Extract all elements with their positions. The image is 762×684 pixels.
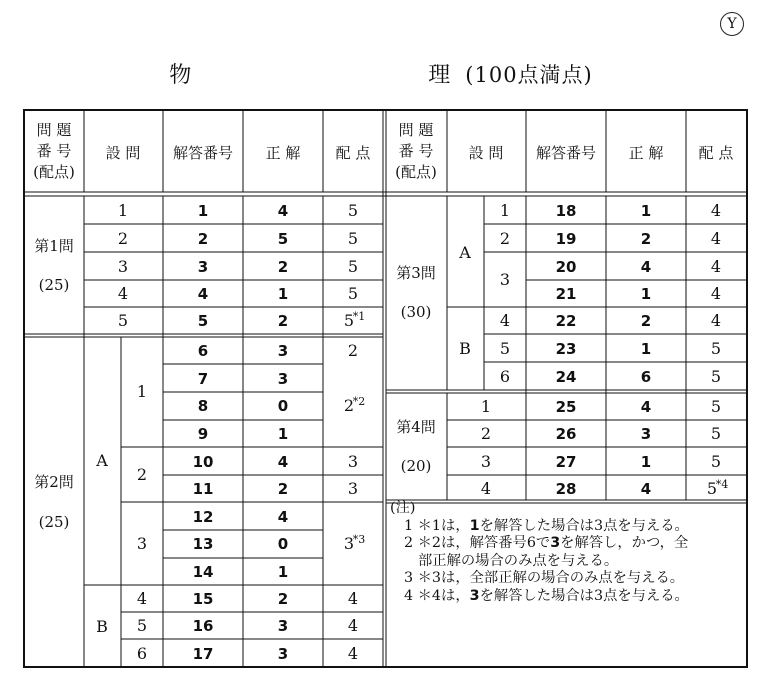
points-cell: 5 bbox=[710, 397, 722, 416]
title-points: (100点満点) bbox=[465, 63, 593, 87]
correct-answer-cell: 6 bbox=[640, 368, 652, 386]
header-mondai-3: (配点) bbox=[395, 163, 437, 181]
header-kaitou-bangou: 解答番号 bbox=[172, 144, 234, 162]
correct-answer-cell: 4 bbox=[640, 258, 652, 276]
correct-answer-cell: 2 bbox=[277, 480, 289, 498]
header-haiten: 配 点 bbox=[698, 144, 734, 162]
header-kaitou-bangou: 解答番号 bbox=[535, 144, 597, 162]
correct-answer-cell: 1 bbox=[640, 202, 652, 220]
points-cell: 5 bbox=[710, 339, 722, 358]
points-cell: 4 bbox=[347, 589, 359, 608]
subpart-label: 3 bbox=[136, 534, 148, 553]
header-seikai: 正 解 bbox=[265, 144, 301, 162]
points-cell: 4 bbox=[710, 284, 722, 303]
answer-number-cell: 9 bbox=[197, 425, 209, 443]
points-cell: 5 bbox=[710, 452, 722, 471]
question-points: (25) bbox=[38, 513, 70, 531]
subpart-label: 2 bbox=[136, 465, 148, 484]
subpart-label: 1 bbox=[480, 397, 492, 416]
title-subject-1: 物 bbox=[169, 63, 193, 88]
points-cell: 3 bbox=[343, 534, 355, 553]
points-cell: 4 bbox=[347, 644, 359, 663]
points-cell: 3 bbox=[347, 479, 359, 498]
form-badge: Y bbox=[720, 12, 744, 36]
subpart-label: 3 bbox=[499, 270, 511, 289]
points-cell: 5 bbox=[710, 424, 722, 443]
answer-number-cell: 6 bbox=[197, 342, 209, 360]
correct-answer-cell: 2 bbox=[277, 312, 289, 330]
answer-number-cell: 15 bbox=[192, 590, 214, 608]
header-mondai-2: 番 号 bbox=[398, 142, 434, 160]
correct-answer-cell: 2 bbox=[640, 230, 652, 248]
correct-answer-cell: 1 bbox=[640, 453, 652, 471]
subpart-label: 2 bbox=[480, 424, 492, 443]
part-label: B bbox=[459, 339, 471, 358]
notes-heading: (注) bbox=[390, 500, 416, 516]
answer-number-cell: 26 bbox=[555, 425, 577, 443]
header-seikai: 正 解 bbox=[628, 144, 664, 162]
correct-answer-cell: 5 bbox=[277, 230, 289, 248]
correct-answer-cell: 4 bbox=[640, 398, 652, 416]
answer-number-cell: 13 bbox=[192, 535, 214, 553]
points-note-ref: *2 bbox=[352, 395, 366, 408]
notes-section bbox=[390, 500, 758, 605]
answer-number-cell: 7 bbox=[197, 370, 209, 388]
header-mondai-2: 番 号 bbox=[36, 142, 72, 160]
subpart-label: 4 bbox=[136, 589, 148, 608]
question-points: (25) bbox=[38, 276, 70, 294]
header-mondai-3: (配点) bbox=[33, 163, 75, 181]
correct-answer-cell: 4 bbox=[277, 453, 289, 471]
points-cell: 5 bbox=[343, 311, 355, 330]
correct-answer-cell: 3 bbox=[277, 645, 289, 663]
question-label: 第2問 bbox=[34, 473, 74, 491]
answer-number-cell: 11 bbox=[192, 480, 214, 498]
points-cell: 4 bbox=[347, 616, 359, 635]
correct-answer-cell: 3 bbox=[277, 342, 289, 360]
answer-number-cell: 1 bbox=[197, 202, 209, 220]
answer-number-cell: 16 bbox=[192, 617, 214, 635]
part-label: A bbox=[96, 451, 108, 470]
header-mondai-1: 問 題 bbox=[36, 121, 72, 139]
question-points: (30) bbox=[400, 303, 432, 321]
subpart-label: 1 bbox=[136, 382, 148, 401]
correct-answer-cell: 1 bbox=[277, 285, 289, 303]
subpart-label: 1 bbox=[117, 201, 129, 220]
points-cell: 4 bbox=[710, 229, 722, 248]
answer-number-cell: 10 bbox=[192, 453, 214, 471]
header-right bbox=[395, 121, 734, 181]
answer-number-cell: 2 bbox=[197, 230, 209, 248]
subpart-label: 5 bbox=[136, 616, 148, 635]
subpart-label: 3 bbox=[117, 257, 129, 276]
points-cell: 5 bbox=[706, 479, 718, 498]
subpart-label: 3 bbox=[480, 452, 492, 471]
correct-answer-cell: 3 bbox=[277, 370, 289, 388]
answer-number-cell: 17 bbox=[192, 645, 214, 663]
points-cell: 5 bbox=[347, 257, 359, 276]
points-cell: 5 bbox=[347, 284, 359, 303]
answer-number-cell: 19 bbox=[555, 230, 577, 248]
correct-answer-cell: 3 bbox=[640, 425, 652, 443]
correct-answer-cell: 2 bbox=[277, 258, 289, 276]
subpart-label: 4 bbox=[499, 311, 511, 330]
points-cell: 5 bbox=[347, 229, 359, 248]
note-2-cont: 部正解の場合のみ点を与える。 bbox=[418, 552, 619, 569]
part-label: A bbox=[459, 243, 471, 262]
header-mondai-1: 問 題 bbox=[398, 121, 434, 139]
note-2: 2 ＊2は，解答番号6で3を解答し，かつ，全 bbox=[404, 535, 689, 551]
question-label: 第4問 bbox=[396, 418, 436, 436]
correct-answer-cell: 1 bbox=[277, 425, 289, 443]
note-1: 1 ＊1は，1を解答した場合は3点を与える。 bbox=[404, 517, 689, 534]
header-haiten: 配 点 bbox=[335, 144, 371, 162]
correct-answer-cell: 0 bbox=[277, 397, 289, 415]
correct-answer-cell: 0 bbox=[277, 535, 289, 553]
answer-number-cell: 20 bbox=[555, 258, 577, 276]
correct-answer-cell: 1 bbox=[640, 340, 652, 358]
correct-answer-cell: 3 bbox=[277, 617, 289, 635]
points-cell: 3 bbox=[347, 452, 359, 471]
correct-answer-cell: 2 bbox=[640, 312, 652, 330]
subpart-label: 4 bbox=[480, 479, 492, 498]
note-3: 3 ＊3は，全部正解の場合のみ点を与える。 bbox=[404, 570, 685, 586]
answer-number-cell: 27 bbox=[555, 453, 577, 471]
question-label: 第3問 bbox=[396, 264, 436, 282]
correct-answer-cell: 4 bbox=[277, 202, 289, 220]
subpart-label: 5 bbox=[117, 311, 129, 330]
points-cell: 4 bbox=[710, 201, 722, 220]
subpart-label: 2 bbox=[117, 229, 129, 248]
points-note-ref: *4 bbox=[715, 478, 729, 491]
answer-number-cell: 3 bbox=[197, 258, 209, 276]
question-label: 第1問 bbox=[34, 237, 74, 255]
header-setsumon: 設 問 bbox=[468, 144, 504, 162]
answer-number-cell: 21 bbox=[555, 285, 577, 303]
subpart-label: 1 bbox=[499, 201, 511, 220]
part-label: B bbox=[96, 617, 108, 636]
answer-number-cell: 22 bbox=[555, 312, 577, 330]
answer-number-cell: 5 bbox=[197, 312, 209, 330]
answer-number-cell: 12 bbox=[192, 508, 214, 526]
points-cell: 4 bbox=[710, 257, 722, 276]
subpart-label: 6 bbox=[499, 367, 511, 386]
points-cell: 2 bbox=[347, 341, 359, 360]
correct-answer-cell: 1 bbox=[640, 285, 652, 303]
subpart-label: 6 bbox=[136, 644, 148, 663]
answer-number-cell: 28 bbox=[555, 480, 577, 498]
title-subject-2: 理 bbox=[428, 63, 452, 88]
question-points: (20) bbox=[400, 457, 432, 475]
answer-number-cell: 25 bbox=[555, 398, 577, 416]
subpart-label: 2 bbox=[499, 229, 511, 248]
correct-answer-cell: 4 bbox=[640, 480, 652, 498]
points-cell: 2 bbox=[343, 396, 355, 415]
points-cell: 4 bbox=[710, 311, 722, 330]
header-setsumon: 設 問 bbox=[105, 144, 141, 162]
answer-number-cell: 24 bbox=[555, 368, 577, 386]
correct-answer-cell: 1 bbox=[277, 563, 289, 581]
note-4: 4 ＊4は，3を解答した場合は3点を与える。 bbox=[404, 587, 689, 604]
points-note-ref: *3 bbox=[352, 533, 366, 546]
answer-number-cell: 14 bbox=[192, 563, 214, 581]
subpart-label: 5 bbox=[499, 339, 511, 358]
answer-number-cell: 4 bbox=[197, 285, 209, 303]
points-cell: 5 bbox=[710, 367, 722, 386]
answer-number-cell: 23 bbox=[555, 340, 577, 358]
answer-number-cell: 8 bbox=[197, 397, 209, 415]
points-cell: 5 bbox=[347, 201, 359, 220]
answer-number-cell: 18 bbox=[555, 202, 577, 220]
correct-answer-cell: 4 bbox=[277, 508, 289, 526]
points-note-ref: *1 bbox=[352, 310, 366, 323]
correct-answer-cell: 2 bbox=[277, 590, 289, 608]
subpart-label: 4 bbox=[117, 284, 129, 303]
